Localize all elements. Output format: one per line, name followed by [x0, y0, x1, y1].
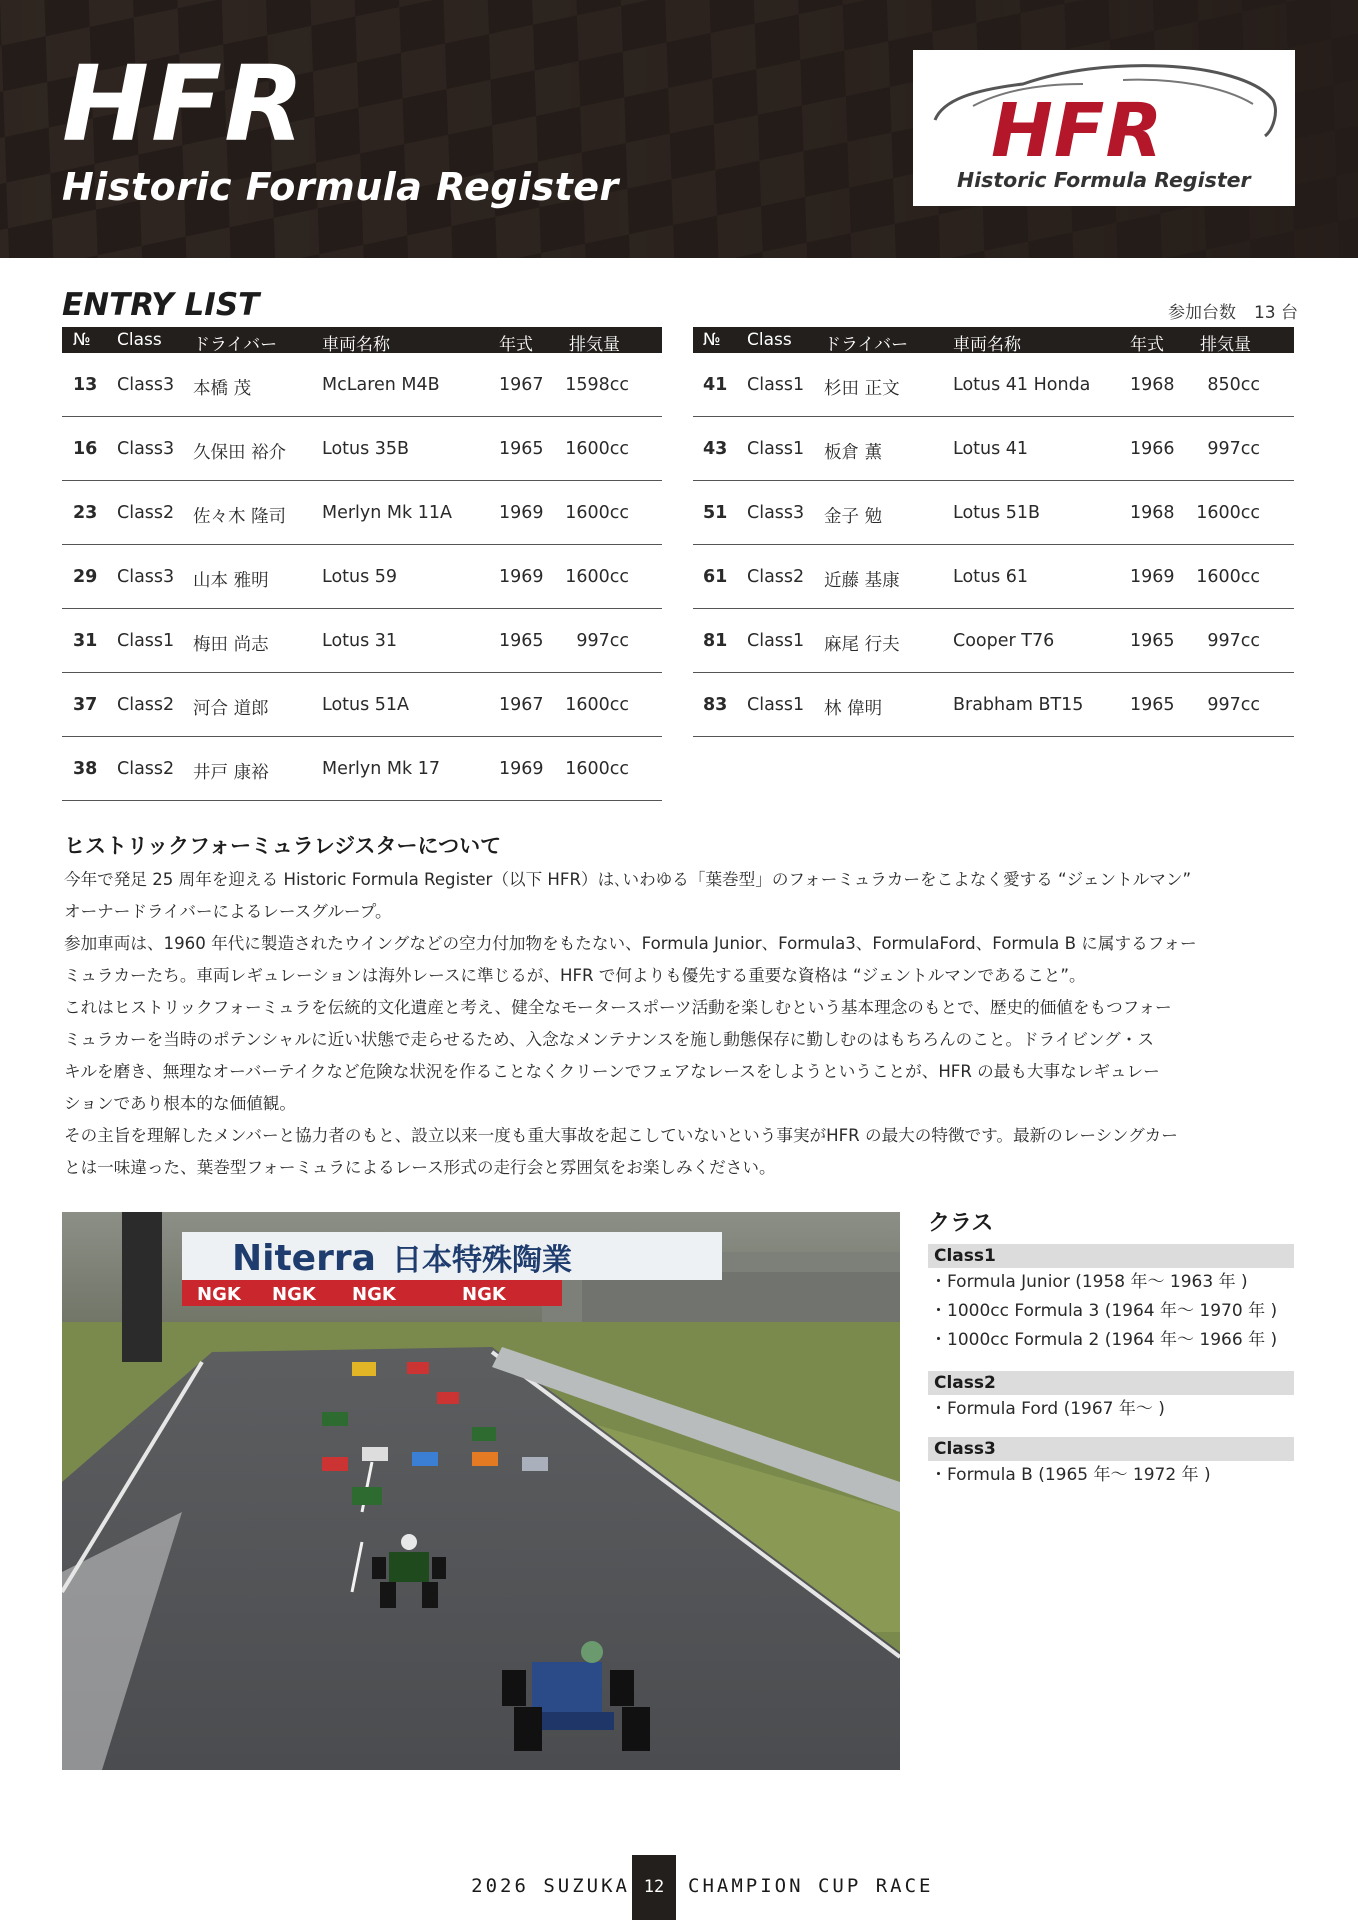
entry-cc: 1600cc [1196, 503, 1260, 523]
entry-no: 43 [703, 439, 728, 459]
col-year: 年式 [499, 335, 533, 355]
header-subtitle: Historic Formula Register [62, 165, 619, 209]
entry-driver: 河合 道郎 [193, 699, 269, 719]
entry-year: 1965 [499, 631, 544, 651]
banner-small-2: NGK [272, 1284, 316, 1305]
entry-year: 1967 [499, 695, 544, 715]
entry-no: 29 [73, 567, 98, 587]
entry-no: 51 [703, 503, 728, 523]
class-item: ・Formula B (1965 年〜 1972 年 ) [930, 1465, 1211, 1485]
col-driver: ドライバー [824, 335, 909, 355]
class-name: Class2 [928, 1371, 1294, 1395]
class-item: ・Formula Ford (1967 年〜 ) [930, 1399, 1165, 1419]
entry-driver: 井戸 康裕 [193, 763, 269, 783]
entry-car: Lotus 41 Honda [953, 375, 1091, 395]
entry-year: 1968 [1130, 375, 1175, 395]
entry-car: Lotus 61 [953, 567, 1029, 587]
entry-car: Lotus 35B [322, 439, 410, 459]
col-cc: 排気量 [1200, 335, 1251, 355]
entry-cc: 997cc [1207, 695, 1260, 715]
entry-no: 81 [703, 631, 728, 651]
col-car: 車両名称 [322, 335, 390, 355]
banner-small-1: NGK [197, 1284, 241, 1305]
entry-cc: 1600cc [565, 439, 629, 459]
about-line: オーナードライバーによるレースグループ。 [64, 902, 392, 921]
banner-small-4: NGK [462, 1284, 506, 1305]
entry-class: Class3 [747, 503, 805, 523]
table-row [693, 353, 1294, 417]
entry-year: 1965 [1130, 695, 1175, 715]
entry-class: Class3 [117, 567, 175, 587]
table-row [62, 353, 662, 417]
race-photo [62, 1212, 900, 1770]
page-number: 12 [632, 1855, 676, 1920]
entry-list-title: ENTRY LIST [62, 287, 260, 323]
table-row [693, 481, 1294, 545]
entry-no: 13 [73, 375, 98, 395]
entry-car: Lotus 41 [953, 439, 1029, 459]
entry-car: Lotus 51A [322, 695, 410, 715]
entry-class: Class1 [747, 375, 805, 395]
entry-year: 1968 [1130, 503, 1175, 523]
entry-year: 1965 [1130, 631, 1175, 651]
entry-year: 1965 [499, 439, 544, 459]
banner-jp: 日本特殊陶業 [392, 1243, 572, 1278]
entry-no: 83 [703, 695, 728, 715]
table-header [62, 327, 662, 353]
entry-car: McLaren M4B [322, 375, 440, 395]
col-cc: 排気量 [569, 335, 620, 355]
entry-class: Class2 [117, 503, 175, 523]
entry-car: Merlyn Mk 11A [322, 503, 452, 523]
about-line: 今年で発足 25 周年を迎える Historic Formula Register（以下 HFR）は､いわゆる「葉巻型」のフォーミュラカーをこよなく愛する “ジェントルマン” [64, 870, 1192, 889]
entry-class: Class3 [117, 439, 175, 459]
entry-rows-right [693, 353, 1294, 737]
entry-count-label: 参加台数 [1167, 303, 1236, 323]
table-row [62, 481, 662, 545]
entry-cc: 1598cc [565, 375, 629, 395]
entry-no: 31 [73, 631, 98, 651]
entry-cc: 1600cc [565, 567, 629, 587]
entry-year: 1966 [1130, 439, 1175, 459]
about-line: ションであり根本的な価値観。 [64, 1094, 296, 1113]
entry-no: 23 [73, 503, 98, 523]
about-line: とは一味違った、葉巻型フォーミュラによるレース形式の走行会と雰囲気をお楽しみください。 [64, 1158, 776, 1177]
class-block-3 [928, 1437, 1294, 1490]
logo-mark: HFR [991, 88, 1164, 174]
entry-car: Lotus 31 [322, 631, 398, 651]
page-footer [0, 1855, 1358, 1920]
banner-brand: Niterra [232, 1238, 376, 1279]
about-line: 参加車両は、1960 年代に製造されたウイングなどの空力付加物をもたない、Formula Junior、Formula3、FormulaFord、Formula B に属するフォー [64, 934, 1197, 953]
entry-driver: 近藤 基康 [824, 571, 900, 591]
about-line: これはヒストリックフォーミュラを伝統的文化遺産と考え、健全なモータースポーツ活動を楽しむという基本理念のもとで、歴史的価値をもつフォー [64, 998, 1172, 1017]
table-row [62, 737, 662, 801]
entry-cc: 997cc [1207, 631, 1260, 651]
about-line: その主旨を理解したメンバーと協力者のもと、設立以来一度も重大事故を起こしていないという事実がHFR の最大の特徴です。最新のレーシングカー [64, 1126, 1178, 1145]
entry-rows-left [62, 353, 662, 801]
footer-event-year: 2026 SUZUKA [471, 1875, 630, 1897]
table-row [62, 609, 662, 673]
about-title: ヒストリックフォーミュラレジスターについて [64, 834, 502, 858]
class-item: ・1000cc Formula 2 (1964 年〜 1966 年 ) [930, 1330, 1278, 1350]
entry-class: Class3 [117, 375, 175, 395]
entry-driver: 板倉 薫 [824, 443, 883, 463]
entry-table-left [62, 327, 662, 801]
header-banner [0, 0, 1358, 258]
footer-event-name: CHAMPION CUP RACE [688, 1875, 934, 1897]
race-scene [62, 1212, 900, 1770]
entry-car: Merlyn Mk 17 [322, 759, 440, 779]
col-year: 年式 [1130, 335, 1164, 355]
about-line: ミュラカーを当時のポテンシャルに近い状態で走らせるため、入念なメンテナンスを施し動態保存に勤しむのはもちろんのこと。ドライビング・ス [64, 1030, 1154, 1049]
entry-year: 1969 [499, 503, 544, 523]
class-item: ・Formula Junior (1958 年〜 1963 年 ) [930, 1272, 1248, 1292]
entry-driver: 梅田 尚志 [193, 635, 269, 655]
header-title: HFR [62, 43, 307, 165]
col-class: Class [747, 330, 792, 350]
table-header [693, 327, 1294, 353]
class-item: ・1000cc Formula 3 (1964 年〜 1970 年 ) [930, 1301, 1278, 1321]
table-row [693, 673, 1294, 737]
entry-count-value: 13 台 [1253, 303, 1298, 323]
entry-class: Class2 [117, 695, 175, 715]
entry-cc: 1600cc [565, 695, 629, 715]
entry-driver: 林 偉明 [824, 699, 883, 719]
table-row [62, 545, 662, 609]
entry-class: Class1 [117, 631, 175, 651]
table-row [62, 417, 662, 481]
about-line: キルを磨き、無理なオーバーテイクなど危険な状況を作ることなくクリーンでフェアなレースをしようということが、HFR の最も大事なレギュレー [64, 1062, 1160, 1081]
table-row [693, 417, 1294, 481]
col-driver: ドライバー [193, 335, 278, 355]
table-row [62, 673, 662, 737]
entry-driver: 杉田 正文 [824, 379, 900, 399]
entry-no: 41 [703, 375, 728, 395]
logo-text: Historic Formula Register [957, 168, 1251, 192]
entry-year: 1969 [499, 567, 544, 587]
entry-no: 16 [73, 439, 98, 459]
class-block-2 [928, 1371, 1294, 1424]
class-name: Class3 [928, 1437, 1294, 1461]
entry-driver: 佐々木 隆司 [193, 507, 287, 527]
entry-no: 37 [73, 695, 98, 715]
entry-class: Class1 [747, 631, 805, 651]
col-no: № [73, 330, 91, 350]
entry-class: Class2 [117, 759, 175, 779]
entry-cc: 997cc [576, 631, 629, 651]
entry-cc: 1600cc [565, 503, 629, 523]
hfr-logo [913, 50, 1295, 206]
entry-driver: 麻尾 行夫 [824, 635, 900, 655]
table-row [693, 609, 1294, 673]
entry-class: Class1 [747, 695, 805, 715]
about-body [64, 864, 1299, 1184]
entry-car: Lotus 51B [953, 503, 1041, 523]
entry-count [1168, 298, 1298, 323]
col-class: Class [117, 330, 162, 350]
about-line: ミュラカーたち。車両レギュレーションは海外レースに準じるが、HFR で何よりも優先する重要な資格は “ジェントルマンであること”。 [64, 966, 1086, 985]
entry-driver: 本橋 茂 [193, 379, 252, 399]
entry-class: Class2 [747, 567, 805, 587]
classes-title: クラス [928, 1211, 994, 1236]
entry-cc: 850cc [1207, 375, 1260, 395]
entry-table-right [693, 327, 1294, 737]
entry-year: 1969 [499, 759, 544, 779]
entry-cc: 1600cc [565, 759, 629, 779]
entry-cc: 1600cc [1196, 567, 1260, 587]
entry-driver: 久保田 裕介 [193, 443, 287, 463]
entry-year: 1967 [499, 375, 544, 395]
banner-small-3: NGK [352, 1284, 396, 1305]
entry-driver: 山本 雅明 [193, 571, 269, 591]
entry-year: 1969 [1130, 567, 1175, 587]
col-no: № [703, 330, 721, 350]
entry-class: Class1 [747, 439, 805, 459]
class-name: Class1 [928, 1244, 1294, 1268]
entry-car: Lotus 59 [322, 567, 398, 587]
entry-driver: 金子 勉 [824, 507, 883, 527]
table-row [693, 545, 1294, 609]
entry-car: Cooper T76 [953, 631, 1055, 651]
class-block-1 [928, 1244, 1294, 1355]
entry-no: 61 [703, 567, 728, 587]
entry-cc: 997cc [1207, 439, 1260, 459]
entry-car: Brabham BT15 [953, 695, 1084, 715]
col-car: 車両名称 [953, 335, 1021, 355]
entry-no: 38 [73, 759, 98, 779]
